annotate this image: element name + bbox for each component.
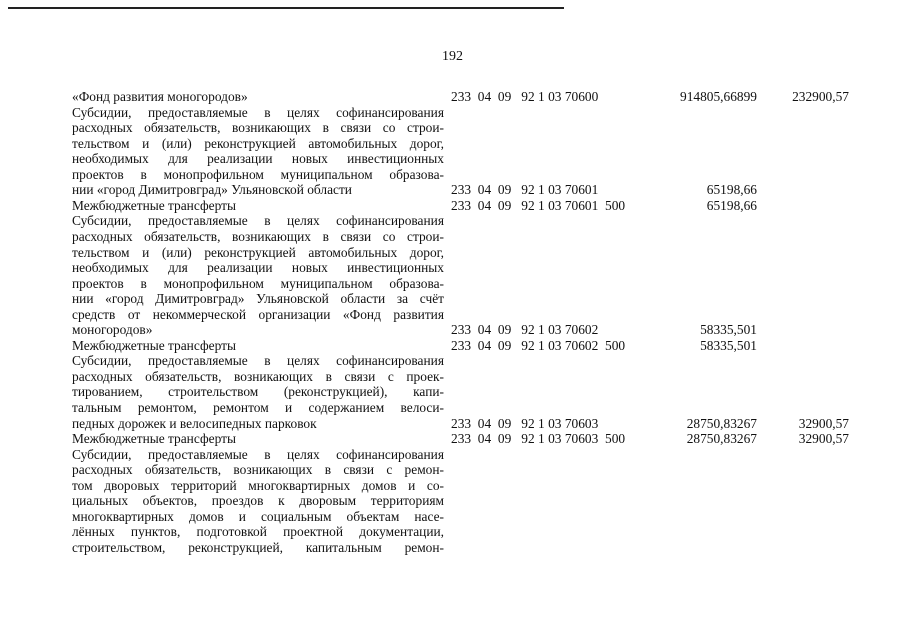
row-budget-code: 233 04 09 92 1 03 70601 500 <box>451 197 626 213</box>
row-amount-first: 65198,66 <box>706 197 757 213</box>
table-row <box>0 431 905 447</box>
table-row <box>0 524 905 540</box>
row-budget-code: 233 04 09 92 1 03 70602 <box>451 322 599 338</box>
table-row <box>0 509 905 525</box>
row-description: Субсидии, предоставляемые в целях софинансирования <box>72 353 444 369</box>
table-row <box>0 151 905 167</box>
table-row <box>0 338 905 354</box>
row-description: необходимых для реализации новых инвестиционных <box>72 151 444 167</box>
table-row <box>0 353 905 369</box>
table-row <box>0 213 905 229</box>
row-amount-first: 65198,66 <box>706 182 757 198</box>
row-description: многоквартирных домов и социальным объектам насе- <box>72 508 444 524</box>
top-rule <box>8 7 564 9</box>
table-row <box>0 276 905 292</box>
table-row <box>0 416 905 432</box>
row-budget-code: 233 04 09 92 1 03 70601 <box>451 182 599 198</box>
row-description: тельством и (или) реконструкцией автомобильных дорог, <box>72 244 444 260</box>
row-amount-first: 28750,83267 <box>686 431 757 447</box>
table-row <box>0 322 905 338</box>
row-description: циальных объектов, проездов к дворовым территориям <box>72 493 444 509</box>
table-row <box>0 120 905 136</box>
row-budget-code: 233 04 09 92 1 03 70602 500 <box>451 337 626 353</box>
row-description: Межбюджетные трансферты <box>72 197 236 213</box>
table-row <box>0 307 905 323</box>
row-description: необходимых для реализации новых инвестиционных <box>72 260 444 276</box>
table-row <box>0 89 905 105</box>
table-row <box>0 182 905 198</box>
row-description: педных дорожек и велосипедных парковок <box>72 415 317 431</box>
row-amount-second: 32900,57 <box>798 431 849 447</box>
row-description: нии «город Димитровград» Ульяновской области <box>72 182 352 198</box>
row-budget-code: 233 04 09 92 1 03 70603 <box>451 415 599 431</box>
row-description: Субсидии, предоставляемые в целях софинансирования <box>72 446 444 462</box>
table-row <box>0 105 905 121</box>
table-row <box>0 384 905 400</box>
row-description: расходных обязательств, возникающих в связи со строи- <box>72 120 444 136</box>
row-budget-code: 233 04 09 92 1 03 70603 500 <box>451 431 626 447</box>
table-row <box>0 447 905 463</box>
table-row <box>0 478 905 494</box>
table-row <box>0 260 905 276</box>
row-description: «Фонд развития моногородов» <box>72 89 248 104</box>
row-description: тальным ремонтом, ремонтом и содержанием велоси- <box>72 400 444 415</box>
table-row <box>0 540 905 556</box>
row-amount-first: 58335,501 <box>700 337 757 353</box>
row-description: тельством и (или) реконструкцией автомобильных дорог, <box>72 135 444 151</box>
row-description: Субсидии, предоставляемые в целях софинансирования <box>72 104 444 120</box>
row-amount-second: 32900,57 <box>798 415 849 431</box>
table-row <box>0 229 905 245</box>
row-description: средств от некоммерческой организации «Фонд развития <box>72 306 444 322</box>
row-description: тированием, строительством (реконструкцией), капи- <box>72 384 444 400</box>
row-amount-second: 232900,57 <box>792 89 849 104</box>
row-description: Субсидии, предоставляемые в целях софинансирования <box>72 213 444 229</box>
row-amount-first: 28750,83267 <box>686 415 757 431</box>
row-description: проектов в монопрофильном муниципальном образова- <box>72 166 444 182</box>
table-row <box>0 167 905 183</box>
table-row <box>0 462 905 478</box>
table-row <box>0 245 905 261</box>
row-description: расходных обязательств, возникающих в связи с ремон- <box>72 462 444 478</box>
row-amount-first: 58335,501 <box>700 322 757 338</box>
row-description: расходных обязательств, возникающих в связи со строи- <box>72 228 444 244</box>
table-row <box>0 198 905 214</box>
row-description: лённых пунктов, подготовкой проектной документации, <box>72 524 444 540</box>
row-amount-first: 914805,66899 <box>680 89 757 104</box>
row-description: нии «город Димитровград» Ульяновской области за счёт <box>72 291 444 307</box>
row-description: Межбюджетные трансферты <box>72 337 236 353</box>
row-description: строительством, реконструкцией, капитальным ремон- <box>72 539 444 555</box>
row-budget-code: 233 04 09 92 1 03 70600 <box>451 89 599 104</box>
row-description: проектов в монопрофильном муниципальном образова- <box>72 275 444 291</box>
table-row <box>0 369 905 385</box>
page-number: 192 <box>442 49 463 64</box>
table-row <box>0 400 905 416</box>
row-description: том дворовых территорий многоквартирных домов и со- <box>72 477 444 493</box>
row-description: Межбюджетные трансферты <box>72 431 236 447</box>
row-description: расходных обязательств, возникающих в связи с проек- <box>72 368 444 384</box>
table-row <box>0 136 905 152</box>
row-description: моногородов» <box>72 322 153 338</box>
table-row <box>0 291 905 307</box>
table-row <box>0 493 905 509</box>
